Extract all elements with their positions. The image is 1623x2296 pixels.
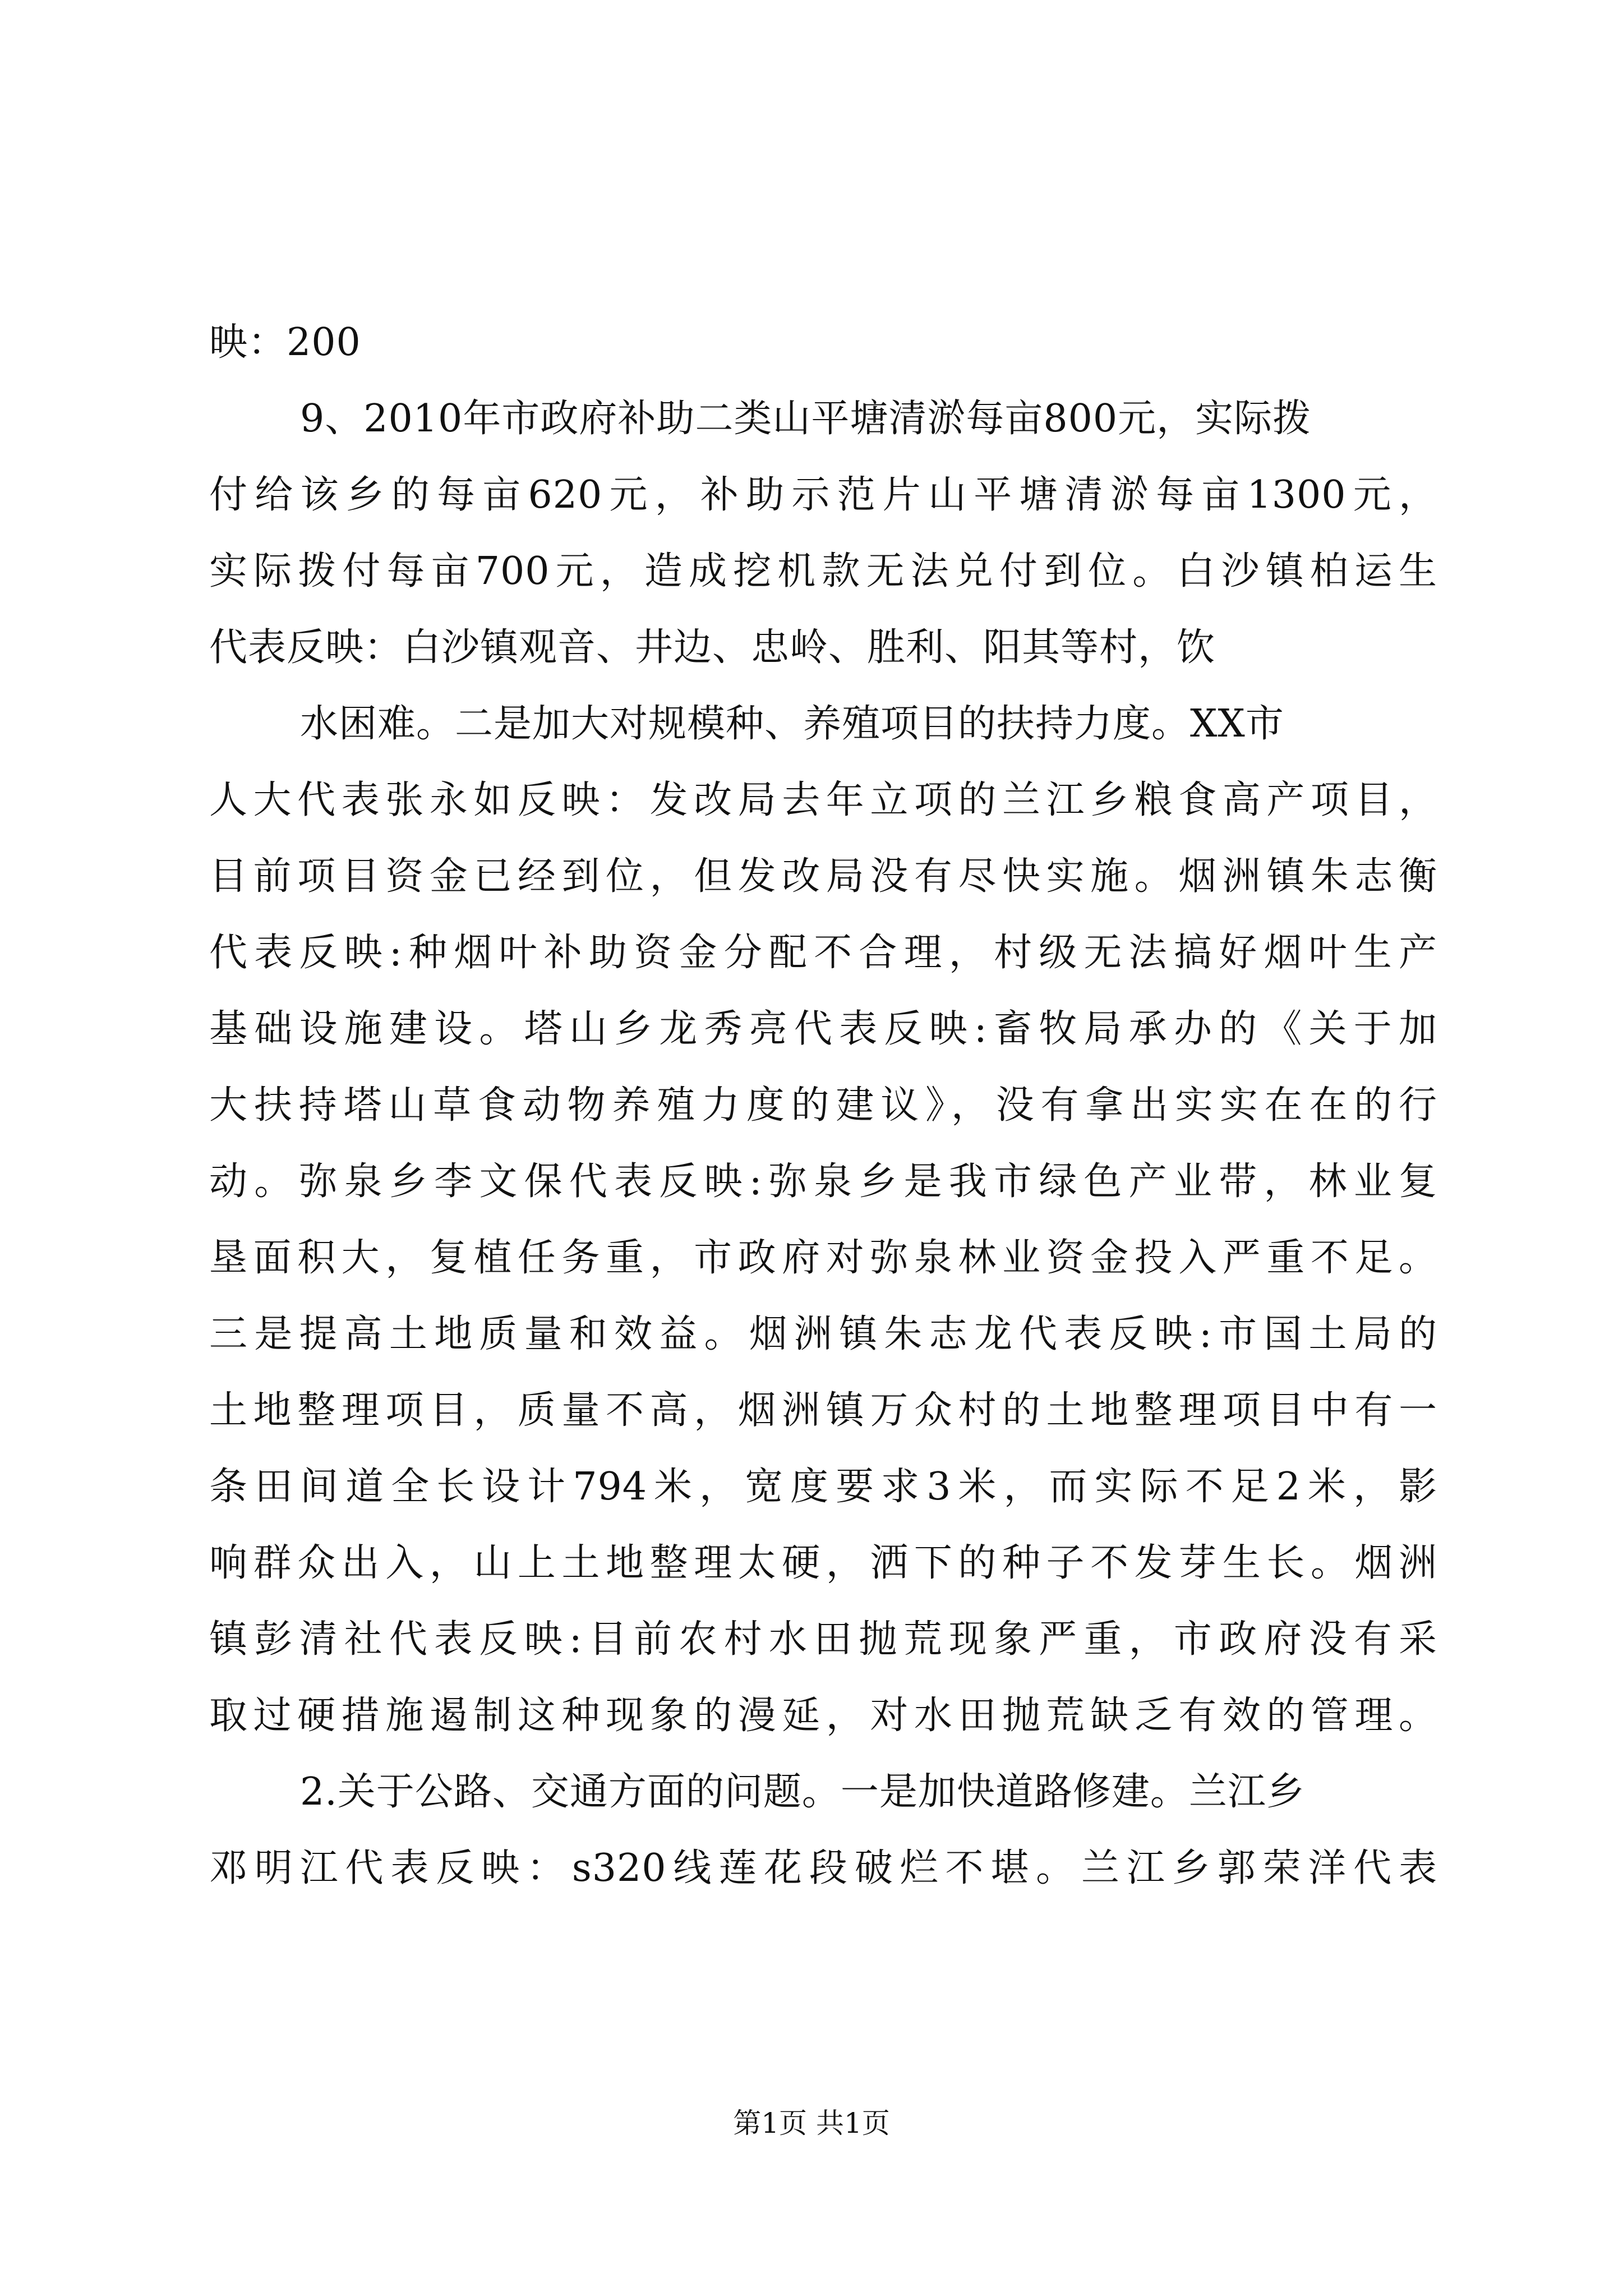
text-line: 邓明江代表反映：s320线莲花段破烂不堪。兰江乡郭荣洋代表 (209, 1846, 1437, 1890)
text-line: 水困难。二是加大对规模种、养殖项目的扶持力度。XX市 (300, 702, 1284, 746)
text-line: 映：200 (209, 320, 361, 365)
text-line: 基础设施建设。塔山乡龙秀亮代表反映:畜牧局承办的《关于加 (209, 1007, 1437, 1051)
text-line: 付给该乡的每亩620元，补助示范片山平塘清淤每亩1300元， (209, 473, 1437, 517)
text-line: 9、2010年市政府补助二类山平塘清淤每亩800元，实际拨 (300, 397, 1312, 441)
document-body (209, 305, 1437, 1907)
text-line: 响群众出入，山上土地整理太硬，洒下的种子不发芽生长。烟洲 (209, 1541, 1437, 1585)
text-line: 垦面积大，复植任务重，市政府对弥泉林业资金投入严重不足。 (209, 1236, 1437, 1280)
text-line: 大扶持塔山草食动物养殖力度的建议》，没有拿出实实在在的行 (209, 1083, 1437, 1128)
text-line: 条田间道全长设计794米，宽度要求3米，而实际不足2米，影 (209, 1465, 1437, 1509)
text-line: 镇彭清社代表反映:目前农村水田抛荒现象严重，市政府没有采 (209, 1617, 1437, 1662)
text-line: 土地整理项目，质量不高，烟洲镇万众村的土地整理项目中有一 (209, 1388, 1437, 1433)
text-line: 实际拨付每亩700元，造成挖机款无法兑付到位。白沙镇柏运生 (209, 549, 1437, 593)
text-line: 2.关于公路、交通方面的问题。一是加快道路修建。兰江乡 (300, 1770, 1305, 1814)
text-line: 动。弥泉乡李文保代表反映:弥泉乡是我市绿色产业带，林业复 (209, 1159, 1437, 1204)
text-line: 取过硬措施遏制这种现象的漫延，对水田抛荒缺乏有效的管理。 (209, 1694, 1437, 1738)
page-footer: 第1页 共1页 (733, 2107, 890, 2139)
text-line: 目前项目资金已经到位，但发改局没有尽快实施。烟洲镇朱志衡 (209, 854, 1437, 899)
text-line: 代表反映:种烟叶补助资金分配不合理，村级无法搞好烟叶生产 (209, 931, 1437, 975)
text-line: 三是提高土地质量和效益。烟洲镇朱志龙代表反映:市国土局的 (209, 1312, 1437, 1356)
text-line: 代表反映：白沙镇观音、井边、忠岭、胜利、阳其等村，饮 (209, 625, 1216, 670)
text-line: 人大代表张永如反映：发改局去年立项的兰江乡粮食高产项目， (209, 778, 1437, 822)
